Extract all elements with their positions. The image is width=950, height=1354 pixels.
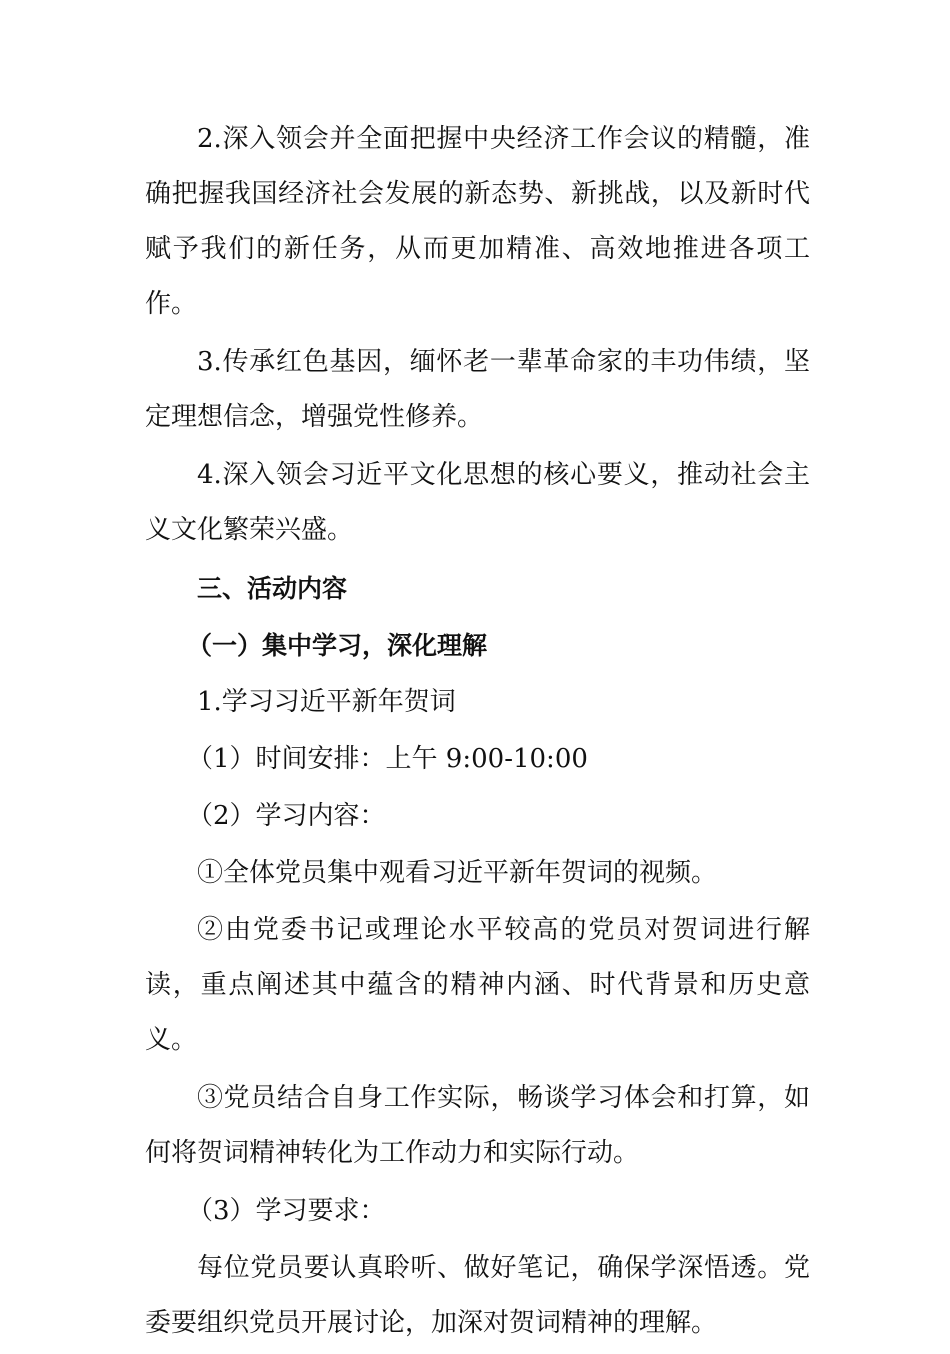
section-heading: 三、活动内容 (197, 574, 348, 603)
content-item-2: ②由党委书记或理论水平较高的党员对贺词进行解读，重点阐述其中蕴含的精神内涵、时代背景和历史意义。 (145, 915, 810, 1055)
document-body (145, 112, 810, 1354)
sub-heading: （一）集中学习，深化理解 (187, 631, 488, 660)
objective-4-paragraph: 4.深入领会习近平文化思想的核心要义，推动社会主义文化繁荣兴盛。 (145, 460, 810, 545)
time-arrangement: （1）时间安排：上午 9:00-10:00 (187, 744, 588, 774)
content-item-3: ③党员结合自身工作实际，畅谈学习体会和打算，如何将贺词精神转化为工作动力和实际行动。 (145, 1083, 810, 1168)
content-item-1: ①全体党员集中观看习近平新年贺词的视频。 (197, 858, 718, 888)
requirements-paragraph: 每位党员要认真聆听、做好笔记，确保学深悟透。党委要组织党员开展讨论，加深对贺词精神的理解。 (145, 1253, 810, 1338)
requirements-label: （3）学习要求： (187, 1196, 386, 1226)
content-label: （2）学习内容： (187, 801, 386, 831)
objective-3-paragraph: 3.传承红色基因，缅怀老一辈革命家的丰功伟绩，坚定理想信念，增强党性修养。 (145, 347, 810, 432)
item-1-title: 1.学习习近平新年贺词 (197, 687, 456, 717)
objective-2-paragraph: 2.深入领会并全面把握中央经济工作会议的精髓，准确把握我国经济社会发展的新态势、新挑战，以及新时代赋予我们的新任务，从而更加精准、高效地推进各项工作。 (145, 124, 810, 319)
